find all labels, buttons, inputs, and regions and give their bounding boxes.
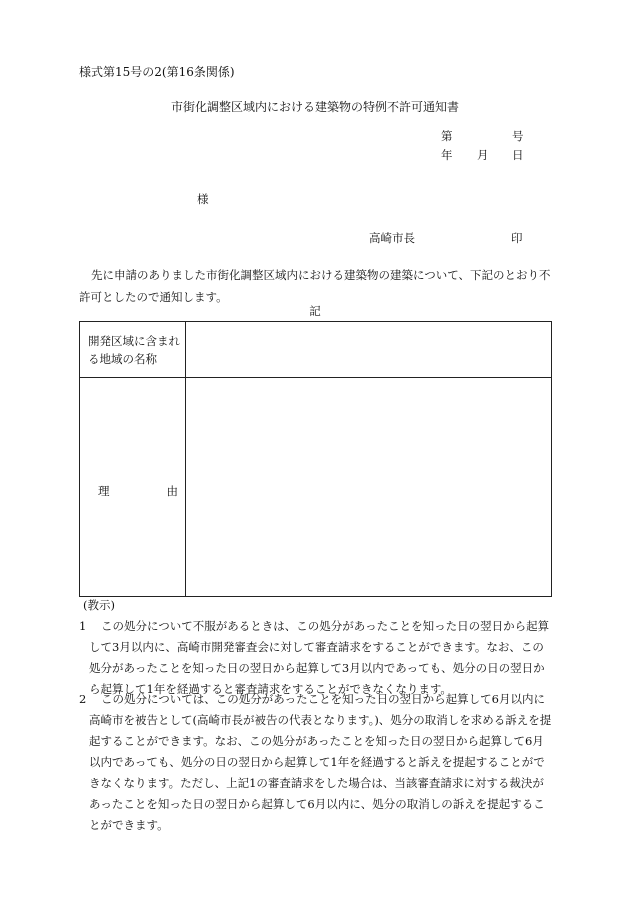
date-year: 年	[441, 148, 453, 162]
reason-label-b: 由	[166, 484, 178, 498]
table-row	[80, 322, 551, 378]
date-month: 月	[477, 148, 489, 162]
addressee-suffix: 様	[197, 192, 209, 206]
instruction-number: 2	[79, 692, 87, 706]
date-day: 日	[512, 148, 524, 162]
instruction-heading: (教示)	[83, 598, 115, 612]
number-prefix: 第	[441, 129, 453, 143]
instruction-text: この処分については、この処分があったことを知った日の翌日から起算して6月以内に高崎市を被告として(高崎市長が被告の代表となります。)、処分の取消しを求める訴えを提起することができます。なお、この処分があったことを知った日の翌日から起算して6月以内であっても、処分の日の翌日から起算して1年を経過すると訴えを提起することができなくなります。ただし、上記1の審査請求をした場合は、当該審査請求に対する裁決があったことを知った日の翌日から起算して6月以内に、処分の取消しの訴えを提起することができます。	[89, 692, 552, 832]
instruction-item	[79, 616, 555, 700]
number-suffix: 号	[512, 129, 524, 143]
instruction-item	[79, 689, 555, 836]
instruction-text: この処分について不服があるときは、この処分があったことを知った日の翌日から起算して3月以内に、高崎市開発審査会に対して審査請求をすることができます。なお、この処分があったことを知った日の翌日から起算して3月以内であっても、処分の日の翌日から起算して1年を経過すると審査請求をすることができなくなります。	[89, 619, 550, 696]
document-title: 市街化調整区域内における建築物の特例不許可通知書	[170, 100, 459, 114]
form-number: 様式第15号の2(第16条関係)	[79, 65, 235, 79]
issuer-name: 高崎市長	[369, 231, 415, 245]
instruction-number: 1	[79, 619, 87, 633]
notice-body: 先に申請のありました市街化調整区域内における建築物の建築について、下記のとおり不許可としたので通知します。	[79, 268, 551, 304]
reason-label-a: 理	[98, 484, 110, 498]
seal-mark: 印	[511, 231, 523, 245]
ki-heading: 記	[309, 304, 321, 318]
details-table	[79, 321, 552, 597]
reason-label	[98, 483, 178, 499]
area-name-label: 開発区域に含まれる地域の名称	[88, 334, 180, 366]
table-divider	[185, 322, 186, 596]
